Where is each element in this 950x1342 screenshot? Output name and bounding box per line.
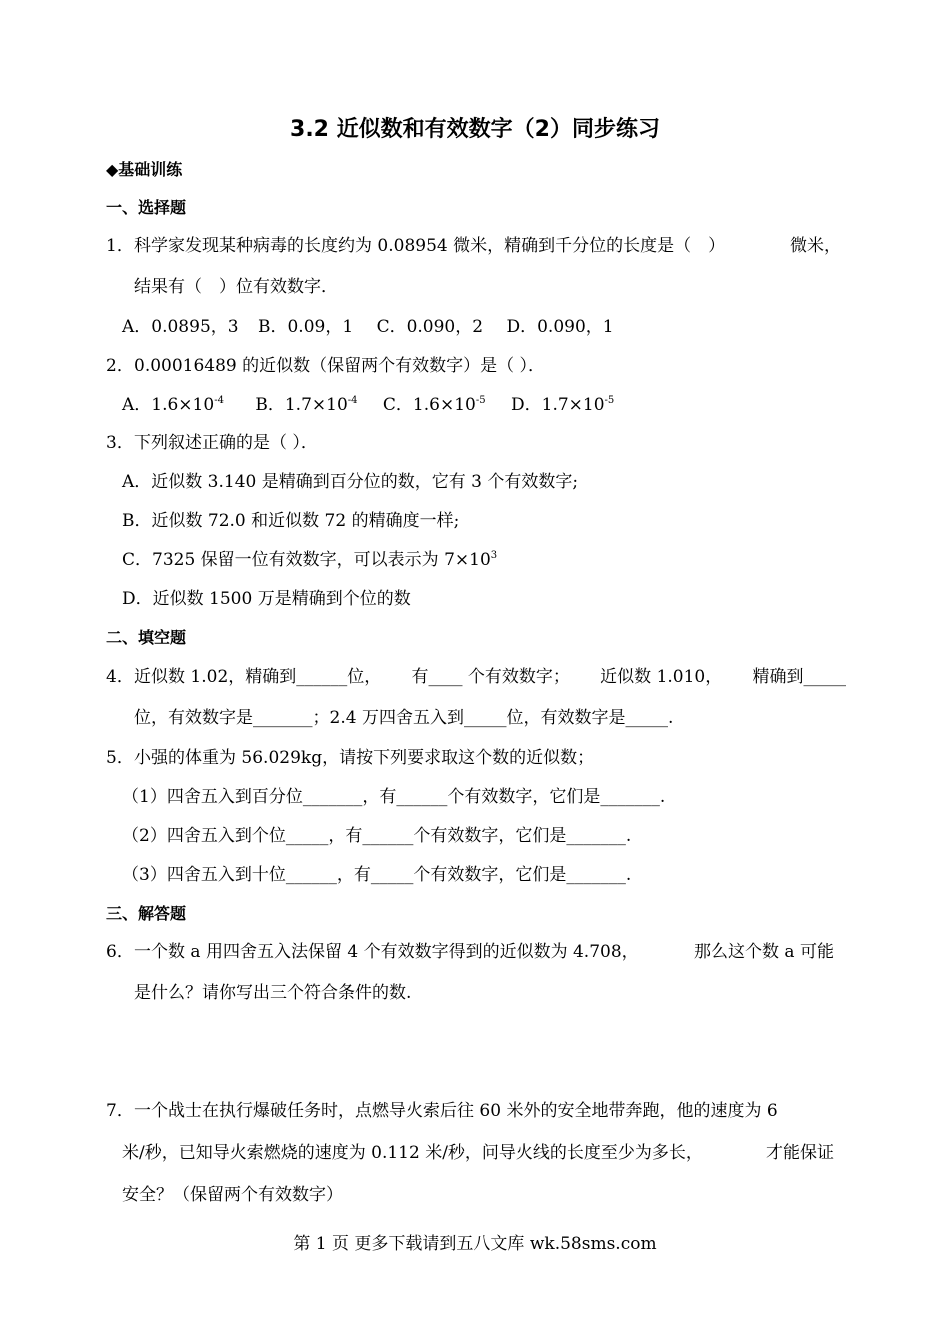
q3-option-a: A．近似数 3.140 是精确到百分位的数，它有 3 个有效数字; bbox=[122, 472, 579, 492]
q4-text-line1: 近似数 1.02，精确到______位， 有____ 个有效数字； 近似数 1.010， 精确到_____ bbox=[134, 667, 846, 687]
q2-options bbox=[122, 393, 614, 417]
section-fill-blank: 二、填空题 bbox=[106, 628, 187, 647]
q5-sub3: （3）四舍五入到十位______，有_____个有效数字，它们是_______. bbox=[122, 865, 632, 885]
q2-number: 2． bbox=[106, 356, 134, 376]
q5-number: 5． bbox=[106, 748, 134, 768]
page-footer: 第 1 页 更多下载请到五八文库 wk.58sms.com bbox=[293, 1234, 657, 1254]
q2-option-c: C．$1.6\times 10^{-5}$ bbox=[382, 395, 486, 415]
q6-number: 6． bbox=[106, 942, 134, 962]
q6-text-line2: 是什么？请你写出三个符合条件的数. bbox=[134, 983, 412, 1003]
q7-text-line2-end: 才能保证 bbox=[766, 1143, 834, 1163]
q3-option-c: C．7325 保留一位有效数字，可以表示为 $7\times 10^3$ bbox=[122, 550, 498, 570]
q1-text-line1-end: 微米， bbox=[790, 236, 841, 256]
section-solve: 三、解答题 bbox=[106, 904, 187, 923]
page-title: 3.2 近似数和有效数字（2）同步练习 bbox=[290, 117, 660, 142]
q5-text: 小强的体重为 56.029kg，请按下列要求取这个数的近似数； bbox=[134, 748, 595, 768]
q1-text-line1: 科学家发现某种病毒的长度约为 0.08954 微米，精确到千分位的长度是（ ） bbox=[134, 236, 726, 256]
q1-option-c: C．0.090，2 bbox=[376, 317, 484, 337]
q2-option-d: D．$1.7\times 10^{-5}$ bbox=[511, 395, 615, 415]
q1-option-b: B．0.09，1 bbox=[257, 317, 354, 337]
q7-text-line1: 一个战士在执行爆破任务时，点燃导火索后往 60 米外的安全地带奔跑，他的速度为 6 bbox=[134, 1101, 778, 1121]
q1-text-line2: 结果有（ ）位有效数字． bbox=[134, 277, 338, 297]
q5-sub1: （1）四舍五入到百分位_______，有______个有效数字，它们是_______. bbox=[122, 787, 666, 807]
q1-option-a: A．0.0895，3 bbox=[122, 317, 239, 337]
q2-option-a: A．$1.6\times 10^{-4}$ bbox=[122, 395, 224, 415]
q1-options bbox=[122, 315, 614, 339]
q2-text: 0.00016489 的近似数（保留两个有效数字）是（ ）． bbox=[134, 356, 546, 376]
q4-text-line2: 位，有效数字是_______；2.4 万四舍五入到_____位，有效数字是_____. bbox=[134, 708, 674, 728]
q3-text: 下列叙述正确的是（ ）． bbox=[134, 433, 318, 453]
q2-option-b: B．$1.7\times 10^{-4}$ bbox=[255, 395, 358, 415]
q6-text-line1-end: 那么这个数 a 可能 bbox=[694, 942, 834, 962]
q3-number: 3． bbox=[106, 433, 134, 453]
q5-sub2: （2）四舍五入到个位_____，有______个有效数字，它们是_______. bbox=[122, 826, 632, 846]
q7-number: 7． bbox=[106, 1101, 134, 1121]
q7-text-line3: 安全？（保留两个有效数字） bbox=[122, 1185, 343, 1205]
q1-number: 1． bbox=[106, 236, 134, 256]
section-basic-training: ◆基础训练 bbox=[106, 160, 183, 179]
q7-text-line2: 米/秒，已知导火索燃烧的速度为 0.112 米/秒，问导火线的长度至少为多长， bbox=[122, 1143, 703, 1163]
q6-text-line1: 一个数 a 用四舍五入法保留 4 个有效数字得到的近似数为 4.708， bbox=[134, 942, 639, 962]
q3-option-b: B．近似数 72.0 和近似数 72 的精确度一样; bbox=[122, 511, 460, 531]
section-multiple-choice: 一、选择题 bbox=[106, 198, 187, 217]
q3-option-d: D．近似数 1500 万是精确到个位的数 bbox=[122, 589, 411, 609]
q4-number: 4． bbox=[106, 667, 134, 687]
q1-option-d: D．0.090，1 bbox=[506, 317, 614, 337]
